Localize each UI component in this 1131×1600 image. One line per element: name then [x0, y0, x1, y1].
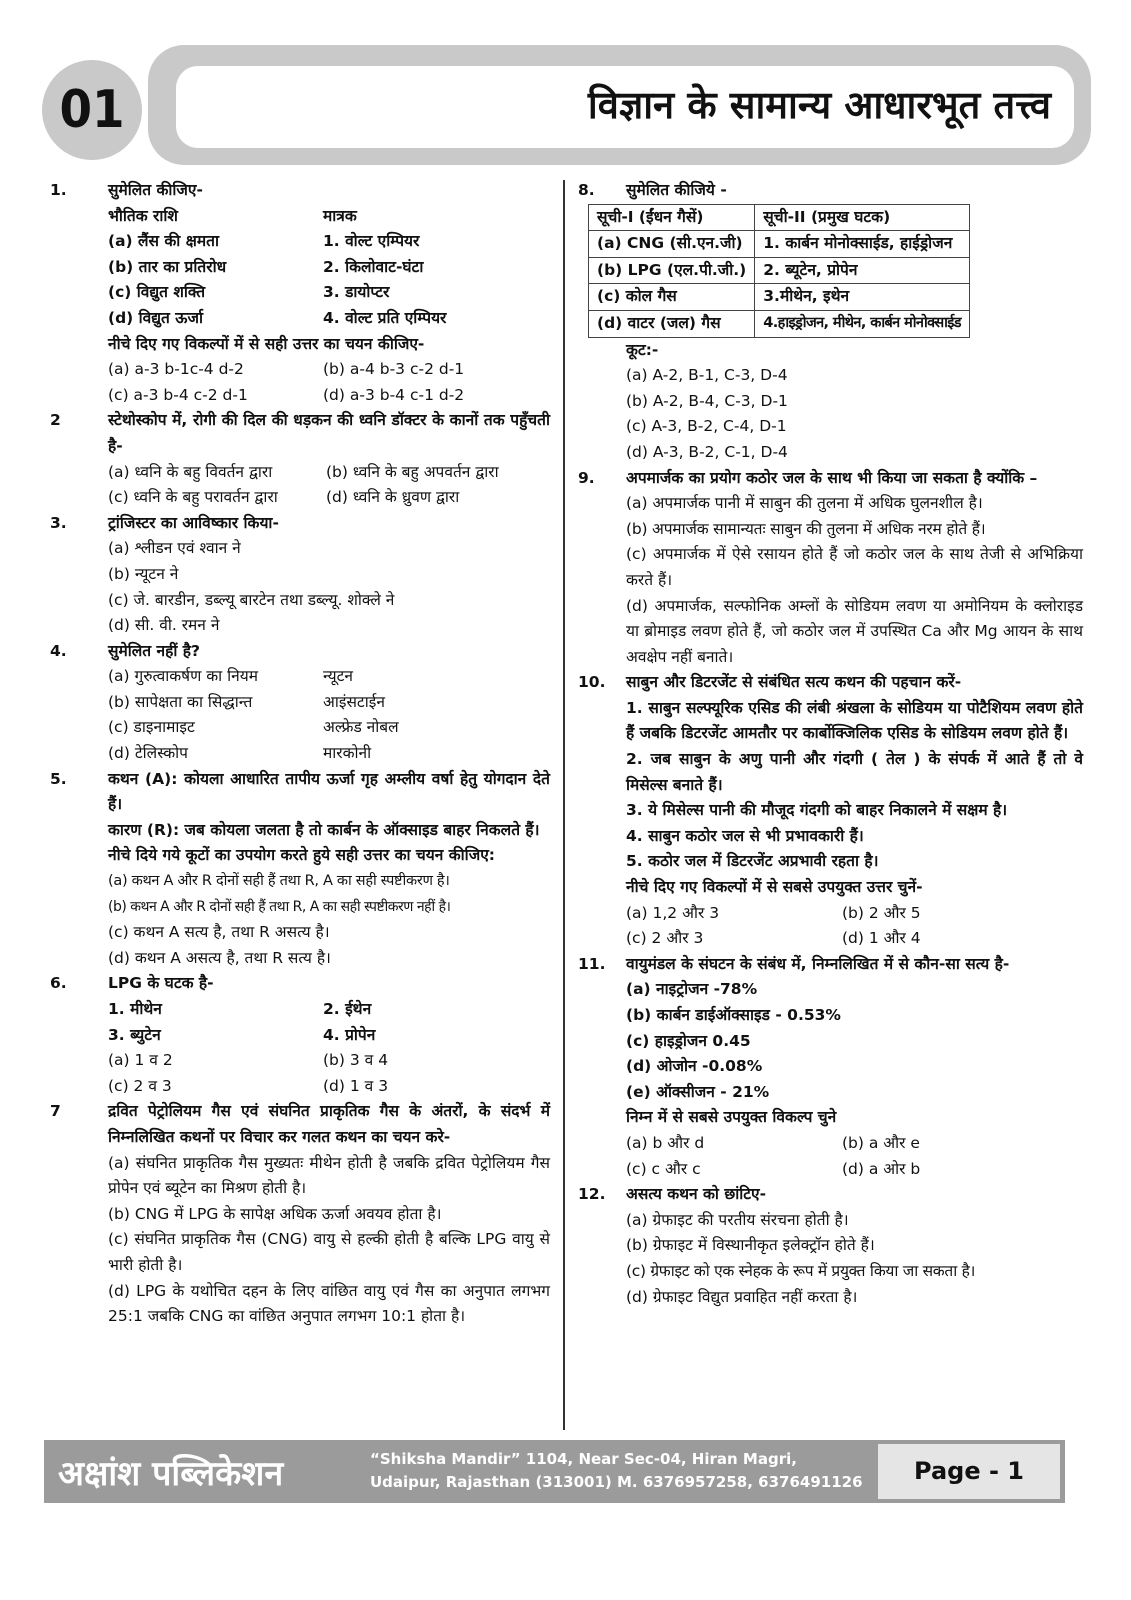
question-text: वायुमंडल के संघटन के संबंध में, निम्नलिखित में से कौन-सा सत्य है-	[626, 954, 1010, 973]
option-row	[108, 1074, 550, 1100]
option-row	[108, 690, 550, 716]
question-1	[50, 178, 550, 408]
statement: 2. जब साबुन के अणु पानी और गंदगी ( तेल ) के संपर्क में आते हैं तो वे मिसेल्स बनाते हैं।	[626, 750, 1084, 794]
pair-right: 4. वोल्ट प्रति एम्पियर	[323, 308, 447, 327]
option: (b) CNG में LPG के सापेक्ष अधिक ऊर्जा अवयव होता है।	[108, 1204, 442, 1223]
option: (c) संघनित प्राकृतिक गैस (CNG) वायु से हल्की होती है बल्कि LPG वायु से भारी होती है।	[108, 1230, 550, 1274]
question-5	[50, 767, 550, 972]
table-cell: (d) वाटर (जल) गैस	[589, 310, 755, 337]
pair-right: 3. डायोप्टर	[323, 283, 390, 302]
instruction-text: नीचे दिए गए विकल्पों में से सही उत्तर का चयन कीजिए-	[108, 334, 425, 353]
question-8-options	[578, 338, 1083, 466]
option-row	[626, 901, 1083, 927]
option: (b) सापेक्षता का सिद्धान्त	[108, 692, 253, 711]
option: (a) श्लीडन एवं श्वान ने	[108, 539, 241, 558]
table-cell: 2. ब्यूटेन, प्रोपेन	[755, 257, 970, 284]
table-row	[589, 310, 970, 337]
question-number: 5.	[50, 769, 67, 788]
option: (a) 1,2 और 3	[626, 903, 720, 922]
option: (c) जे. बारडीन, डब्ल्यू बारटेन तथा डब्ल्यू. शोक्ले ने	[108, 590, 395, 609]
option-row	[108, 357, 550, 383]
question-7	[50, 1099, 550, 1329]
pair-right: 2. किलोवाट-घंटा	[323, 257, 424, 276]
option: (a) 1 व 2	[108, 1051, 173, 1070]
option-row	[626, 926, 1083, 952]
option-row	[108, 383, 550, 409]
option: (b) 2 और 5	[842, 903, 921, 922]
right-column	[578, 178, 1083, 1310]
item: 2. ईथेन	[323, 1000, 372, 1018]
item: 3. ब्युटेन	[108, 1025, 161, 1044]
pair-left: (c) विद्युत शक्ति	[108, 283, 206, 302]
question-number: 2	[50, 411, 61, 430]
option: (c) a-3 b-4 c-2 d-1	[108, 385, 248, 404]
table-cell: 1. कार्बन मोनोक्साईड, हाईड्रोजन	[755, 231, 970, 258]
pair-left: (a) लैंस की क्षमता	[108, 232, 219, 251]
question-number: 8.	[578, 181, 595, 199]
option: (b) a और e	[842, 1133, 920, 1152]
option: (b) न्यूटन ने	[108, 564, 179, 583]
option: (a) संघनित प्राकृतिक गैस मुख्यतः मीथेन होती है जबकि द्रवित पेट्रोलियम गैस प्रोपेन एवं ब्यूटेन का मिश्रण होती है।	[108, 1153, 550, 1198]
option: (c) अपमार्जक में ऐसे रसायन होते हैं जो कठोर जल के साथ तेजी से अभिक्रिया करते हैं।	[626, 545, 1083, 589]
option-row	[108, 741, 550, 767]
table-header-row	[589, 204, 970, 231]
address-line: “Shiksha Mandir” 1104, Near Sec-04, Hiran Magri,	[370, 1450, 797, 1468]
question-11	[578, 952, 1083, 1182]
option: (c) कथन A सत्य है, तथा R असत्य है।	[108, 923, 330, 942]
table-header-cell: सूची-I (ईंधन गैसें)	[589, 204, 755, 231]
option: (d) 1 और 4	[842, 929, 921, 948]
option: (d) 1 व 3	[323, 1076, 389, 1095]
option: (b) 3 व 4	[323, 1051, 389, 1070]
table-row	[589, 231, 970, 258]
question-text: सुमेलित कीजिए-	[108, 181, 203, 199]
instruction-text: निम्न में से सबसे उपयुक्त विकल्प चुने	[626, 1108, 837, 1127]
option: (b) A-2, B-4, C-3, D-1	[626, 391, 788, 410]
option: (a) ध्वनि के बहु विवर्तन द्वारा	[108, 462, 273, 481]
code-label: कूट:-	[626, 340, 659, 359]
question-number: 6.	[50, 974, 67, 993]
option: (b) कथन A और R दोनों सही हैं तथा R, A का सही स्पष्टीकरण नहीं है।	[108, 898, 451, 915]
question-number: 4.	[50, 641, 67, 660]
item: (b) कार्बन डाईऑक्साइड - 0.53%	[626, 1006, 841, 1024]
question-text: असत्य कथन को छांटिए-	[626, 1185, 767, 1204]
table-cell: 4.हाइड्रोजन, मीथेन, कार्बन मोनोक्साईड	[755, 310, 970, 337]
question-text: LPG के घटक है-	[108, 974, 214, 993]
assertion-text: कथन (A): कोयला आधारित तापीय ऊर्जा गृह अम्लीय वर्षा हेतु योगदान देते हैं।	[108, 769, 550, 814]
option: (c) ध्वनि के बहु परावर्तन द्वारा	[108, 488, 278, 507]
column-b-heading: मात्रक	[323, 206, 357, 225]
statement: 4. साबुन कठोर जल से भी प्रभावकारी हैं।	[626, 826, 864, 845]
reason-text: कारण (R): जब कोयला जलता है तो कार्बन के ऑक्साइड बाहर निकलते हैं।	[108, 820, 540, 839]
pair-left: (d) विद्युत ऊर्जा	[108, 308, 203, 327]
table-cell: (a) CNG (सी.एन.जी)	[589, 231, 755, 258]
option: (a) अपमार्जक पानी में साबुन की तुलना में अधिक घुलनशील है।	[626, 494, 983, 513]
item-row	[108, 997, 550, 1023]
question-number: 1.	[50, 181, 67, 199]
option-row	[626, 1157, 1083, 1183]
option-match: न्यूटन	[323, 667, 353, 686]
statement: 5. कठोर जल में डिटरजेंट अप्रभावी रहता है।	[626, 852, 879, 871]
option: (b) ध्वनि के बहु अपवर्तन द्वारा	[326, 462, 499, 481]
item: 1. मीथेन	[108, 1000, 162, 1018]
question-text: सुमेलित नहीं है?	[108, 641, 200, 660]
option: (c) 2 और 3	[626, 929, 704, 948]
option: (a) कथन A और R दोनों सही हैं तथा R, A का सही स्पष्टीकरण है।	[108, 873, 450, 890]
option: (c) डाइनामाइट	[108, 718, 195, 737]
option: (d) अपमार्जक, सल्फोनिक अम्लों के सोडियम लवण या अमोनियम के क्लोराइड या ब्रोमाइड लवण होते हैं, जो कठोर जल में उपस्थित Ca और Mg आयन के साथ अवक्षेप नहीं बनाते।	[626, 596, 1083, 666]
address-line: Udaipur, Rajasthan (313001) M. 6376957258, 6376491126	[370, 1473, 863, 1491]
publisher-name: अक्षांश पब्लिकेशन	[58, 1454, 284, 1494]
option-row	[108, 485, 550, 511]
option-match: आइंसटाईन	[323, 692, 385, 711]
option: (b) a-4 b-3 c-2 d-1	[323, 360, 465, 379]
option-row	[626, 1131, 1083, 1157]
question-text: द्रवित पेट्रोलियम गैस एवं संघनित प्राकृतिक गैस के अंतरों, के संदर्भ में निम्नलिखित कथनों पर विचार कर गलत कथन का चयन करे-	[108, 1102, 550, 1146]
statement: 1. साबुन सल्फ्यूरिक एसिड की लंबी श्रंखला के सोडियम या पोटैशियम लवण होते हैं जबकि डिटरजेंट आमतौर पर कार्बोक्जिलिक एसिड के सोडियम लवण होते हैं।	[626, 698, 1083, 743]
page-number: Page - 1	[914, 1457, 1024, 1485]
question-number: 12.	[578, 1185, 606, 1204]
instruction-text: नीचे दिए गए विकल्पों में से सबसे उपयुक्त उत्तर चुनें-	[626, 878, 923, 897]
pair-right: 1. वोल्ट एम्पियर	[323, 232, 420, 251]
table-cell: (b) LPG (एल.पी.जी.)	[589, 257, 755, 284]
question-number: 9.	[578, 468, 595, 487]
publisher-address	[370, 1448, 863, 1494]
option: (d) टेलिस्कोप	[108, 744, 188, 763]
table-cell: (c) कोल गैस	[589, 284, 755, 311]
question-8	[578, 178, 1083, 204]
column-divider	[563, 180, 565, 1430]
option: (d) a ओर b	[842, 1159, 921, 1178]
question-2	[50, 408, 550, 510]
option: (d) कथन A असत्य है, तथा R सत्य है।	[108, 948, 331, 967]
option-row	[108, 715, 550, 741]
option: (a) b और d	[626, 1133, 705, 1152]
option-match: अल्फ्रेड नोबल	[323, 718, 399, 737]
table-row	[589, 257, 970, 284]
item: 4. प्रोपेन	[323, 1025, 376, 1044]
question-number: 11.	[578, 954, 606, 973]
question-text: ट्रांजिस्टर का आविष्कार किया-	[108, 513, 279, 532]
option: (a) गुरुत्वाकर्षण का नियम	[108, 667, 258, 686]
option: (d) A-3, B-2, C-1, D-4	[626, 442, 788, 461]
match-table	[588, 204, 970, 338]
option-row	[108, 1048, 550, 1074]
match-pair	[108, 255, 550, 281]
option-row	[108, 664, 550, 690]
question-number: 3.	[50, 513, 67, 532]
match-pair	[108, 306, 550, 332]
question-text: सुमेलित कीजिये -	[626, 181, 727, 199]
option: (b) ग्रेफाइट में विस्थानीकृत इलेक्ट्रॉन होते हैं।	[626, 1236, 875, 1255]
question-text: साबुन और डिटरजेंट से संबंधित सत्य कथन की पहचान करें-	[626, 673, 962, 692]
question-6	[50, 971, 550, 1099]
table-cell: 3.मीथेन, इथेन	[755, 284, 970, 311]
option-match: मारकोनी	[323, 744, 372, 763]
statement: 3. ये मिसेल्स पानी की मौजूद गंदगी को बाहर निकालने में सक्षम है।	[626, 801, 1008, 820]
option: (a) a-3 b-1c-4 d-2	[108, 360, 244, 379]
match-pair	[108, 229, 550, 255]
option: (b) अपमार्जक सामान्यतः साबुन की तुलना में अधिक नरम होते हैं।	[626, 519, 986, 538]
chapter-title: विज्ञान के सामान्य आधारभूत तत्त्व	[587, 83, 1051, 127]
item-row	[108, 1023, 550, 1049]
option: (a) A-2, B-1, C-3, D-4	[626, 366, 788, 385]
question-4	[50, 639, 550, 767]
item: (d) ओजोन -0.08%	[626, 1057, 763, 1076]
item: (e) ऑक्सीजन - 21%	[626, 1082, 770, 1101]
option: (d) ग्रेफाइट विद्युत प्रवाहित नहीं करता है।	[626, 1287, 858, 1306]
option: (d) ध्वनि के ध्रुवण द्वारा	[326, 488, 460, 507]
question-number: 10.	[578, 673, 606, 692]
question-9	[578, 466, 1083, 671]
table-header-cell: सूची-II (प्रमुख घटक)	[755, 204, 970, 231]
option-row	[108, 460, 550, 486]
option: (a) ग्रेफाइट की परतीय संरचना होती है।	[626, 1210, 849, 1229]
question-number: 7	[50, 1102, 61, 1121]
match-pair	[108, 280, 550, 306]
option: (c) c और c	[626, 1159, 701, 1178]
option: (c) 2 व 3	[108, 1076, 172, 1095]
option: (d) सी. वी. रमन ने	[108, 616, 220, 635]
match-header	[108, 204, 550, 230]
question-10	[578, 670, 1083, 952]
table-row	[589, 284, 970, 311]
item: (c) हाइड्रोजन 0.45	[626, 1031, 751, 1050]
option: (c) ग्रेफाइट को एक स्नेहक के रूप में प्रयुक्त किया जा सकता है।	[626, 1261, 976, 1280]
option: (d) LPG के यथोचित दहन के लिए वांछित वायु एवं गैस का अनुपात लगभग 25:1 जबकि CNG का वांछित अनुपात लगभग 10:1 होता है।	[108, 1281, 550, 1326]
option: (d) a-3 b-4 c-1 d-2	[323, 385, 465, 404]
column-a-heading: भौतिक राशि	[108, 206, 178, 225]
item: (a) नाइट्रोजन -78%	[626, 980, 758, 999]
option: (c) A-3, B-2, C-4, D-1	[626, 417, 787, 436]
question-text: अपमार्जक का प्रयोग कठोर जल के साथ भी किया जा सकता है क्योंकि –	[626, 468, 1038, 487]
instruction-text: नीचे दिये गये कूटों का उपयोग करते हुये सही उत्तर का चयन कीजिए:	[108, 846, 495, 865]
chapter-number: 01	[59, 80, 125, 140]
question-text: स्टेथोस्कोप में, रोगी की दिल की धड़कन की ध्वनि डॉक्टर के कानों तक पहुँचती है-	[108, 411, 550, 455]
question-12	[578, 1182, 1083, 1310]
left-column	[50, 178, 550, 1330]
pair-left: (b) तार का प्रतिरोध	[108, 257, 227, 276]
question-3	[50, 511, 550, 639]
